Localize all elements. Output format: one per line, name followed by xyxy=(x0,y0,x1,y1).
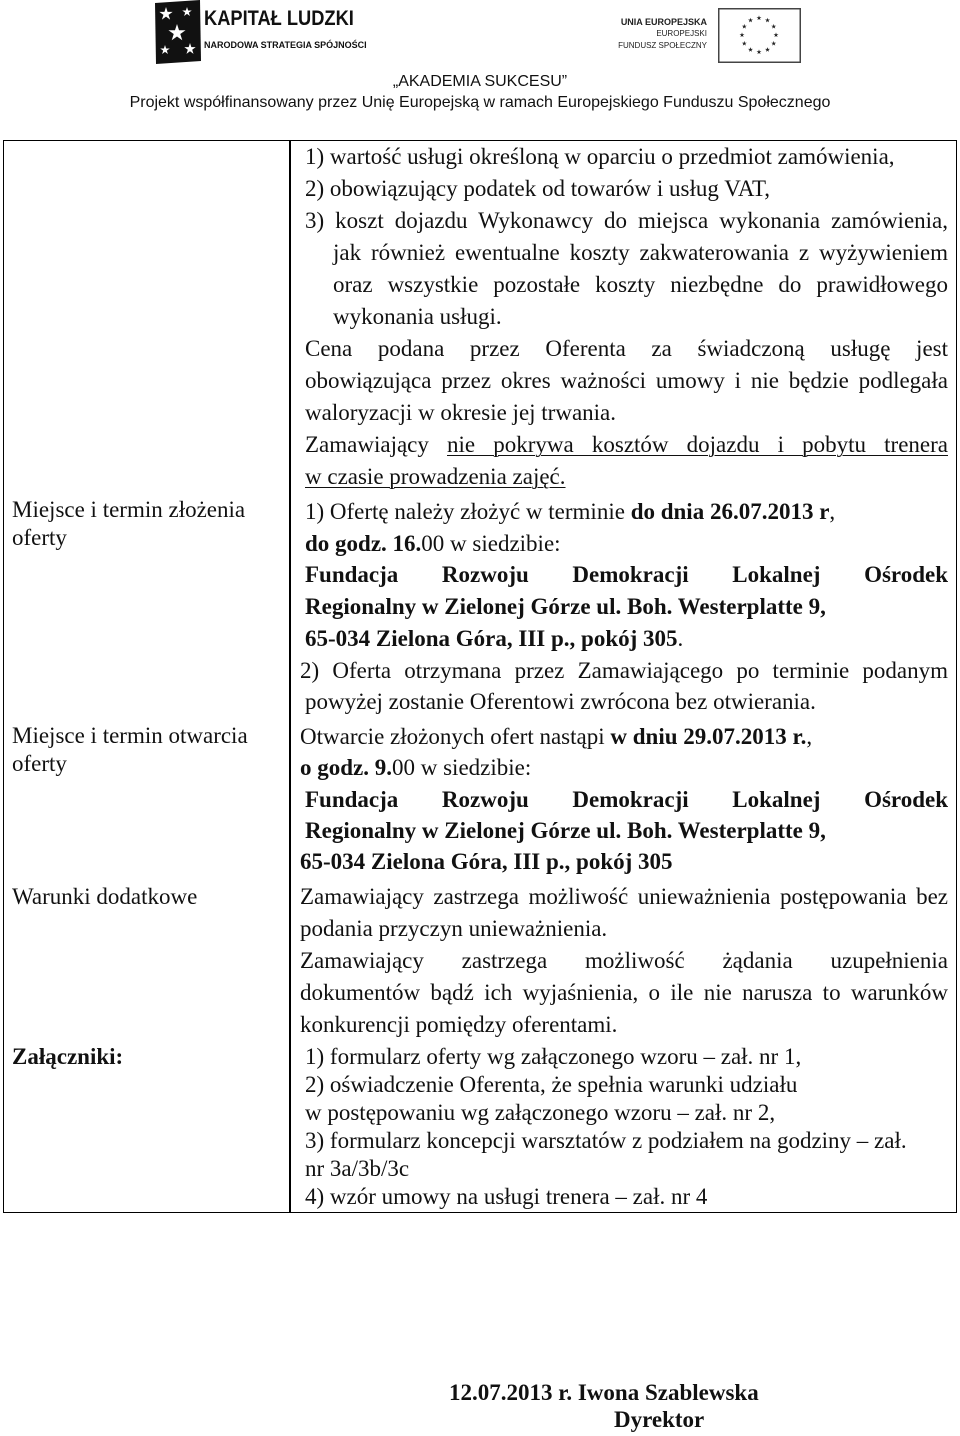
submission-time-text: 00 w siedzibie: xyxy=(421,530,561,556)
submission-label: Miejsce i termin złożenia oferty xyxy=(12,497,246,550)
opening-time: o godz. 9. xyxy=(300,755,392,781)
submission-deadline-line xyxy=(300,496,948,528)
conditions-line: dokumentów bądź ich wyjaśnienia, o ile nie narusza to warunków xyxy=(300,980,948,1005)
kapital-ludzki-subtitle: NARODOWA STRATEGIA SPÓJNOŚCI xyxy=(204,40,367,50)
price-item-continuation: wykonania usługi. xyxy=(333,304,502,329)
submission-time-line xyxy=(300,528,948,560)
conditions-line: Zamawiający zastrzega możliwość unieważnienia postępowania bez xyxy=(300,884,948,909)
opening-address-line: 65-034 Zielona Góra, III p., pokój 305 xyxy=(300,849,673,875)
eu-flag-border xyxy=(719,9,801,63)
price-validity-line: obowiązująca przez okres ważności umowy i nie będzie podlegała xyxy=(305,368,948,393)
attachment-line: 2) oświadczenie Oferenta, że spełnia warunki udziału xyxy=(305,1072,798,1097)
late-offer-note: 2) Oferta otrzymana przez Zamawiającego po terminie podanym xyxy=(300,657,948,683)
submission-address-line: Regionalny w Zielonej Górze ul. Boh. Westerplatte 9, xyxy=(305,594,826,620)
opening-address-line: Fundacja Rozwoju Demokracji Lokalnej Ośrodek xyxy=(305,786,948,812)
conditions-cell xyxy=(300,881,948,1041)
price-item: 2) obowiązujący podatek od towarów i usług VAT, xyxy=(305,176,771,201)
price-validity-line: Cena podana przez Oferenta za świadczoną usługę jest xyxy=(305,336,948,361)
eu-flag-icon xyxy=(718,8,801,63)
submission-address-line xyxy=(300,623,948,655)
submission-address-text: 65-034 Zielona Góra, III p., pokój 305 xyxy=(305,625,678,651)
travel-note-underlined: nie pokrywa kosztów dojazdu i pobytu trenera xyxy=(447,432,948,457)
opening-date: w dniu 29.07.2013 r. xyxy=(610,724,807,749)
opening-date-text: Otwarcie złożonych ofert nastąpi xyxy=(300,724,605,749)
opening-date-line xyxy=(300,721,948,752)
attachments-label: Załączniki: xyxy=(12,1044,124,1069)
attachment-line: 3) formularz koncepcji warsztatów z podziałem na godziny – zał. xyxy=(305,1128,907,1153)
late-offer-note: powyżej zostanie Oferentowi zwrócona bez otwierania. xyxy=(305,689,816,715)
submission-address-tail: . xyxy=(677,625,684,651)
price-validity-line: waloryzacji w okresie jej trwania. xyxy=(305,400,617,425)
conditions-label: Warunki dodatkowe xyxy=(12,884,198,909)
price-terms-cell xyxy=(305,141,948,493)
conditions-line: Zamawiający zastrzega możliwość żądania uzupełnienia xyxy=(300,948,948,973)
submission-address-line: Fundacja Rozwoju Demokracji Lokalnej Ośrodek xyxy=(305,562,948,588)
attachments-cell xyxy=(305,1043,945,1211)
travel-cost-note xyxy=(305,429,948,461)
attachment-line: nr 3a/3b/3c xyxy=(305,1156,410,1181)
conditions-line: podania przyczyn unieważnienia. xyxy=(300,916,608,941)
kapital-ludzki-logo-icon xyxy=(153,0,203,64)
submission-deadline-tail: , xyxy=(829,499,836,524)
signature-title: Dyrektor xyxy=(614,1407,705,1432)
opening-label: Miejsce i termin otwarcia oferty xyxy=(12,723,248,776)
project-cofinancing-note: Projekt współfinansowany przez Unię Europejską w ramach Europejskiego Funduszu Społecznego xyxy=(129,94,831,111)
price-item-continuation: oraz wszystkie pozostałe koszty niezbędne do prawidłowego xyxy=(333,272,948,297)
eu-fund-text xyxy=(618,16,707,52)
price-item: 3) koszt dojazdu Wykonawcy do miejsca wykonania zamówienia, xyxy=(305,208,948,233)
travel-note-underlined: w czasie prowadzenia zajęć. xyxy=(305,464,566,489)
table-column-divider xyxy=(289,140,291,1213)
eu-line-3: FUNDUSZ SPOŁECZNY xyxy=(618,41,707,50)
travel-cost-note xyxy=(305,461,948,493)
attachment-line: w postępowaniu wg załączonego wzoru – zał. nr 2, xyxy=(305,1100,776,1125)
opening-address-line: Regionalny w Zielonej Górze ul. Boh. Westerplatte 9, xyxy=(305,817,826,843)
submission-deadline-text: 1) Ofertę należy złożyć w terminie xyxy=(305,499,625,524)
eu-line-2: EUROPEJSKI xyxy=(656,29,707,38)
submission-deadline-date: do dnia 26.07.2013 r xyxy=(630,499,830,524)
attachment-line: 4) wzór umowy na usługi trenera – zał. nr 4 xyxy=(305,1184,708,1209)
submission-cell xyxy=(300,496,948,718)
kapital-ludzki-title: KAPITAŁ LUDZKI xyxy=(204,7,354,30)
opening-cell xyxy=(300,721,948,877)
opening-date-tail: , xyxy=(806,724,813,749)
submission-time: do godz. 16. xyxy=(305,530,422,556)
price-item: 1) wartość usługi określoną w oparciu o przedmiot zamówienia, xyxy=(305,144,895,169)
price-item-continuation: jak również ewentualne koszty zakwaterowania z wyżywieniem xyxy=(333,240,948,265)
project-title: „AKADEMIA SUKCESU” xyxy=(392,73,568,90)
conditions-line: konkurencji pomiędzy oferentami. xyxy=(300,1012,618,1037)
signature-date-name: 12.07.2013 r. Iwona Szablewska xyxy=(449,1380,759,1405)
eu-line-1: UNIA EUROPEJSKA xyxy=(620,17,707,27)
travel-note-lead: Zamawiający xyxy=(305,432,429,457)
opening-time-line xyxy=(300,752,948,783)
attachment-line: 1) formularz oferty wg załączonego wzoru – zał. nr 1, xyxy=(305,1044,802,1069)
opening-time-text: 00 w siedzibie: xyxy=(392,755,532,781)
